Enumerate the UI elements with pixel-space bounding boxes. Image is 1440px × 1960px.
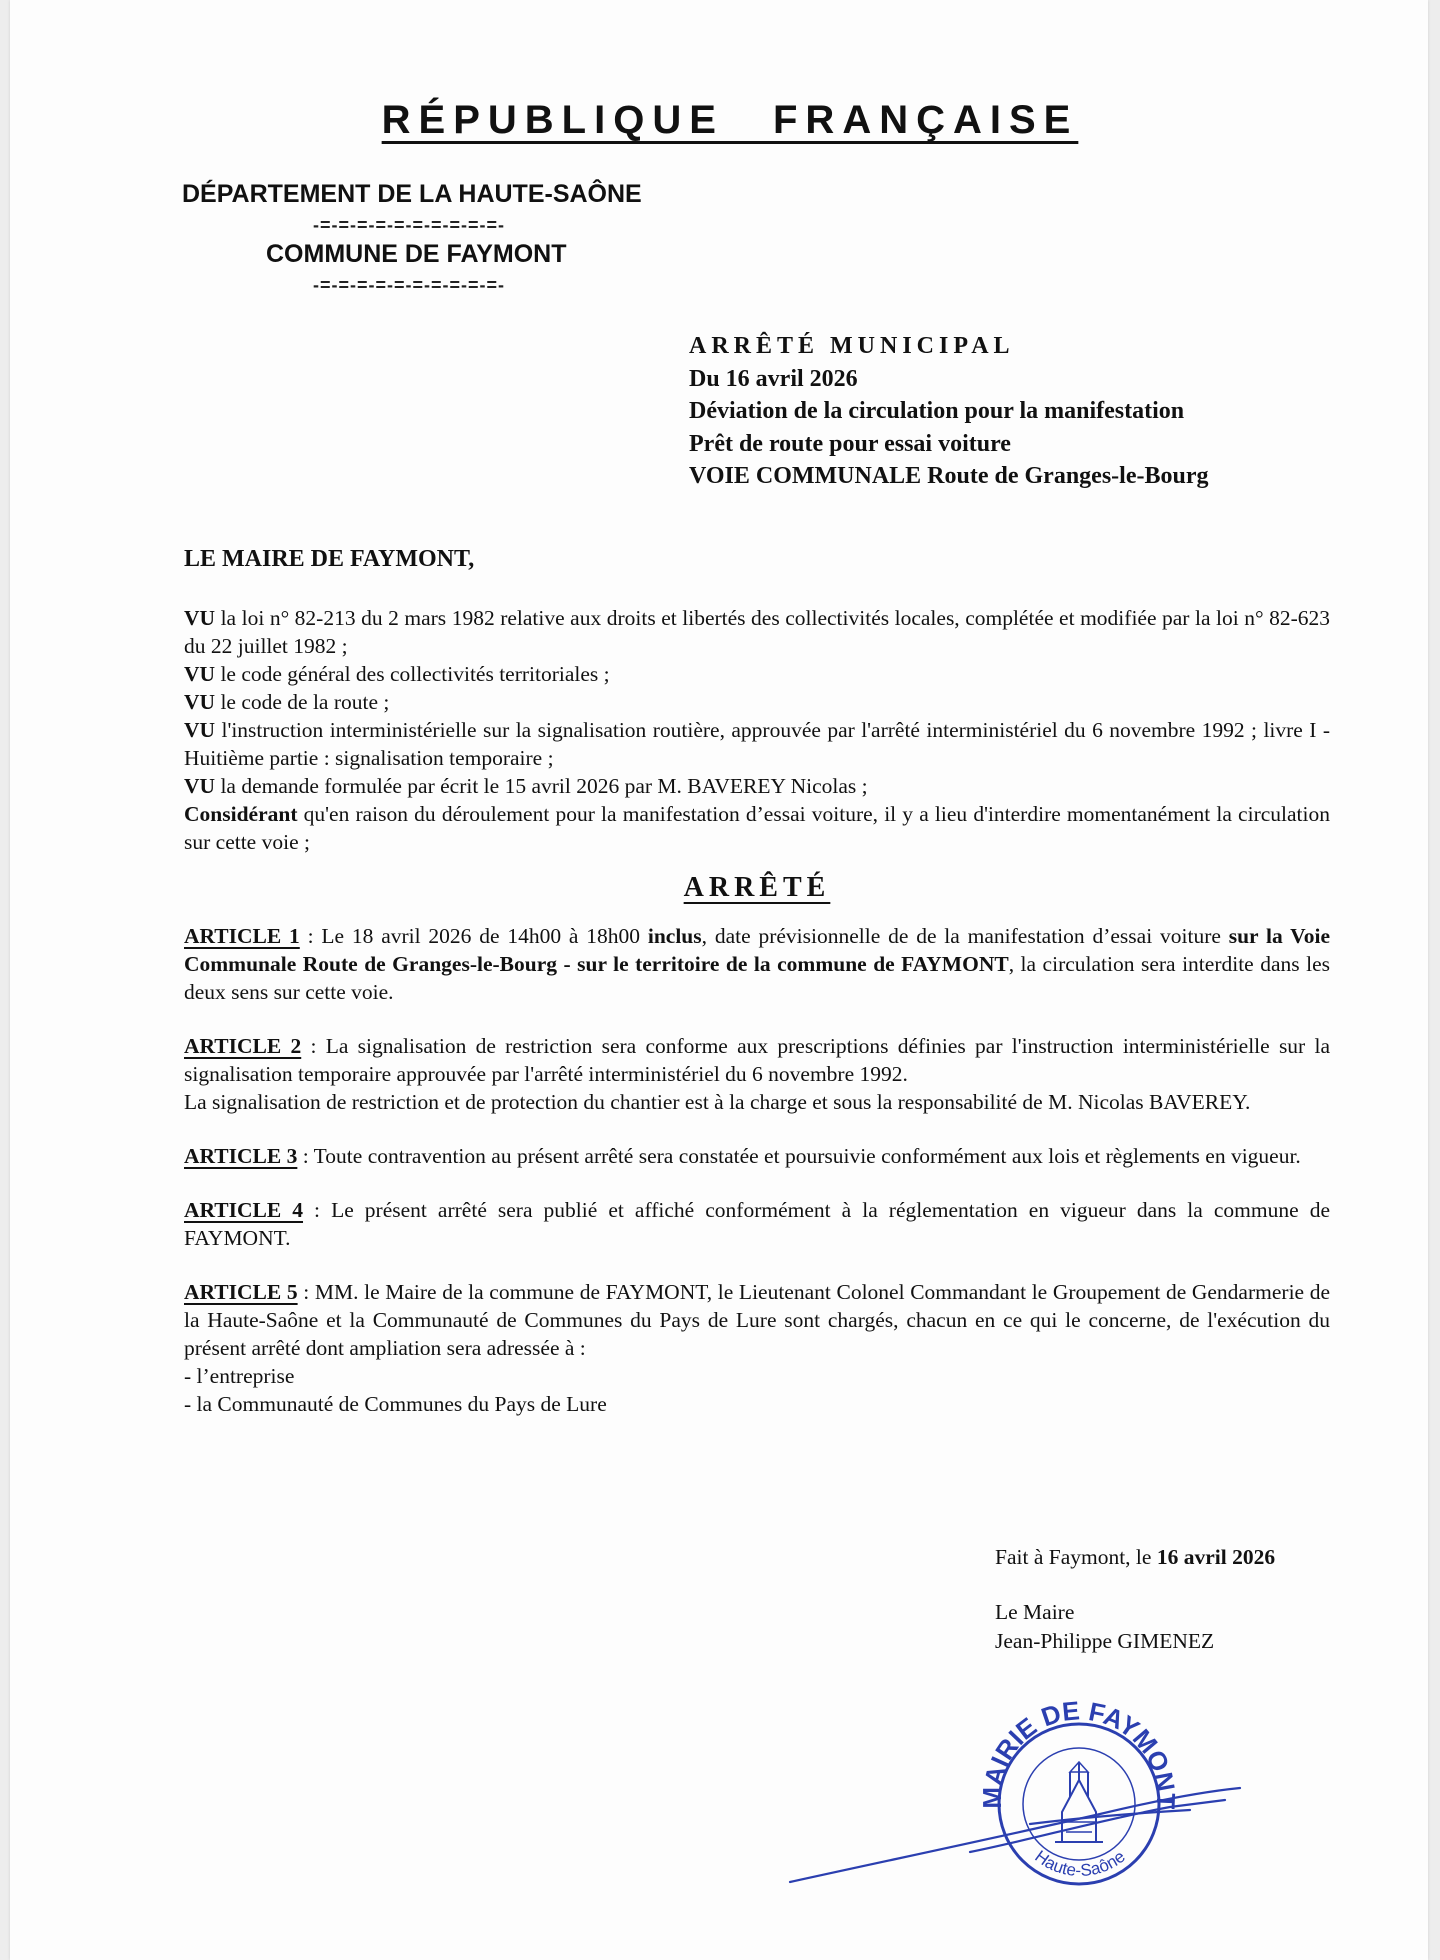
signature-name: Jean-Philippe GIMENEZ (995, 1629, 1215, 1653)
stamp-top-text: MAIRIE DE FAYMONT (976, 1695, 1182, 1810)
document-body (184, 604, 1330, 1418)
departement-heading: DÉPARTEMENT DE LA HAUTE-SAÔNE (182, 180, 642, 208)
list-item: - la Communauté de Communes du Pays de Lure (184, 1392, 607, 1416)
arrete-subject-1: Déviation de la circulation pour la manifestation (689, 398, 1185, 424)
vu-clause: VU la demande formulée par écrit le 15 avril 2026 par M. BAVEREY Nicolas ; (184, 774, 868, 798)
separator-line: -=-=-=-=-=-=-=-=-=-=- (313, 215, 506, 235)
svg-text:MAIRIE DE FAYMONT (977, 1695, 1181, 1810)
stamp-bottom-text: Haute-Saône (1031, 1846, 1129, 1881)
arrete-subject-3: VOIE COMMUNALE Route de Granges-le-Bourg (689, 463, 1209, 489)
republique-francaise-heading: RÉPUBLIQUE FRANÇAISE (381, 98, 1079, 142)
separator-line: -=-=-=-=-=-=-=-=-=-=- (313, 275, 506, 295)
article-4: ARTICLE 4 : Le présent arrêté sera publié et affiché conformément à la réglementation en vigueur dans la commune de FAYMONT. (184, 1198, 1330, 1250)
fait-a-line: Fait à Faymont, le 16 avril 2026 (995, 1545, 1276, 1569)
arrete-subject-2: Prêt de route pour essai voiture (689, 430, 1011, 457)
vu-clause: VU l'instruction interministérielle sur la signalisation routière, approuvée par l'arrêté interministériel du 6 novembre 1992 ; livre I - Huitième partie : signalisation temporaire ; (184, 718, 1330, 770)
arrete-title: ARRÊTÉ MUNICIPAL (689, 333, 1015, 359)
document-page (10, 0, 1428, 1960)
maire-heading: LE MAIRE DE FAYMONT, (184, 546, 475, 572)
commune-heading: COMMUNE DE FAYMONT (266, 240, 567, 268)
signature-role: Le Maire (995, 1600, 1075, 1624)
vu-clause: VU la loi n° 82-213 du 2 mars 1982 relative aux droits et libertés des collectivités locales, complétée et modifiée par la loi n° 82-623 du 22 juillet 1982 ; (184, 606, 1330, 658)
arrete-title-block (689, 330, 1208, 493)
considerant-clause: Considérant qu'en raison du déroulement pour la manifestation d’essai voiture, il y a lieu d'interdire momentanément la circulation sur cette voie ; (184, 802, 1330, 854)
arrete-date: Du 16 avril 2026 (689, 365, 858, 392)
vu-clause: VU le code de la route ; (184, 690, 390, 714)
arrete-heading: ARRÊTÉ (683, 872, 831, 903)
article-1: ARTICLE 1 : Le 18 avril 2026 de 14h00 à 18h00 inclus, date prévisionnelle de de la manifestation d’essai voiture sur la Voie Communale Route de Granges-le-Bourg - sur le territoire de la commune de FAYMONT, la circulation sera interdite dans les deux sens sur cette voie. (184, 924, 1330, 1004)
mairie-stamp-seal (770, 1692, 1250, 1892)
list-item: - l’entreprise (184, 1364, 295, 1388)
article-2-paragraph: La signalisation de restriction et de protection du chantier est à la charge et sous la responsabilité de M. Nicolas BAVEREY. (184, 1090, 1251, 1114)
article-3: ARTICLE 3 : Toute contravention au présent arrêté sera constatée et poursuivie conformément aux lois et règlements en vigueur. (184, 1144, 1301, 1168)
vu-clause: VU le code général des collectivités territoriales ; (184, 662, 610, 686)
article-5: ARTICLE 5 : MM. le Maire de la commune de FAYMONT, le Lieutenant Colonel Commandant le Groupement de Gendarmerie de la Haute-Saône et la Communauté de Communes du Pays de Lure sont chargés, chacun en ce qui le concerne, de l'exécution du présent arrêté dont ampliation sera adressée à : (184, 1280, 1331, 1360)
article-2: ARTICLE 2 : La signalisation de restriction sera conforme aux prescriptions définies par l'instruction interministérielle sur la signalisation temporaire approuvée par l'arrêté interministériel du 6 novembre 1992. (184, 1034, 1330, 1086)
